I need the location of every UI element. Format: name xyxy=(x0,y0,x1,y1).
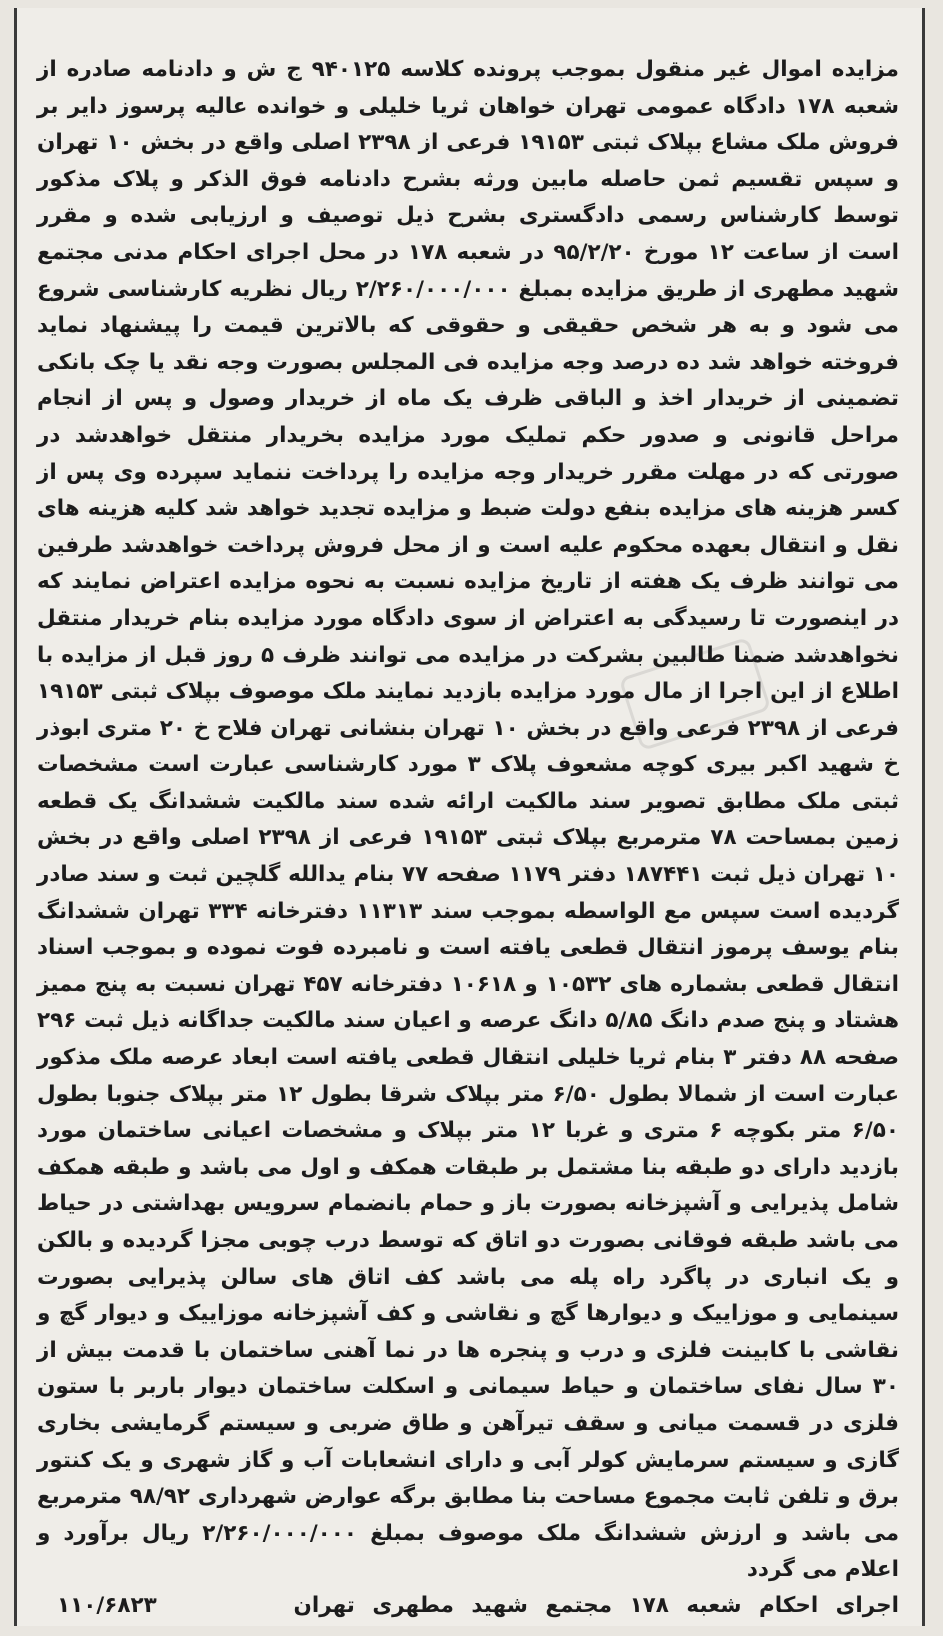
issuer-signature: اجرای احکام شعبه ۱۷۸ مجتمع شهید مطهری تهران xyxy=(293,1593,899,1618)
auction-notice-text: مزایده اموال غیر منقول بموجب پرونده کلاسه ۹۴۰۱۲۵ ج ش و دادنامه صادره از شعبه ۱۷۸ دادگاه عمومی تهران خواهان ثریا خلیلی و خوانده عالیه پرسوز دایر بر فروش ملک مشاع بپلاک ثبتی ۱۹۱۵۳ فرعی از ۲۳۹۸ اصلی واقع در بخش ۱۰ تهران و سپس تقسیم ثمن حاصله مابین ورثه بشرح دادنامه فوق الذکر و پلاک مذکور توسط کارشناس رسمی دادگستری بشرح ذیل توصیف و ارزیابی شده و مقرر است از ساعت ۱۲ مورخ ۹۵/۲/۲۰ در شعبه ۱۷۸ در محل اجرای احکام مدنی مجتمع شهید مطهری از طریق مزایده بمبلغ ۲/۲۶۰/۰۰۰/۰۰۰ ریال نظریه کارشناسی شروع می شود و به هر شخص حقیقی و حقوقی که بالاترین قیمت را پیشنهاد نماید فروخته خواهد شد ده درصد وجه مزایده فی المجلس بصورت وجه نقد یا چک بانکی تضمینی از خریدار اخذ و الباقی ظرف یک ماه از خریدار وصول و پس از انجام مراحل قانونی و صدور حکم تملیک مورد مزایده بخریدار منتقل خواهدشد در صورتی که در مهلت مقرر خریدار وجه مزایده را پرداخت ننماید سپرده وی پس از کسر هزینه های مزایده بنفع دولت ضبط و مزایده تجدید خواهد شد کلیه هزینه های نقل و انتقال بعهده محکوم علیه است و از محل فروش پرداخت خواهدشد طرفین می توانند ظرف یک هفته از تاریخ مزایده نسبت به نحوه مزایده اعتراض نمایند که در اینصورت تا رسیدگی به اعتراض از سوی دادگاه مورد مزایده بنام خریدار منتقل نخواهدشد ضمنا طالبین بشرکت در مزایده می توانند ظرف ۵ روز قبل از مزایده با اطلاع از این اجرا از مال مورد مزایده بازدید نمایند ملک موصوف بپلاک ثبتی ۱۹۱۵۳ فرعی از ۲۳۹۸ فرعی واقع در بخش ۱۰ تهران بنشانی تهران فلاح خ ۲۰ متری ابوذر خ شهید اکبر بیری کوچه مشعوف پلاک ۳ مورد کارشناسی عبارت است مشخصات ثبتی ملک مطابق تصویر سند مالکیت ارائه شده سند مالکیت ششدانگ یک قطعه زمین بمساحت ۷۸ مترمربع بپلاک ثبتی ۱۹۱۵۳ فرعی از ۲۳۹۸ اصلی واقع در بخش ۱۰ تهران ذیل ثبت ۱۸۷۴۴۱ دفتر ۱۱۷۹ صفحه ۷۷ بنام یدالله گلچین ثبت و سند صادر گردیده است سپس مع الواسطه بموجب سند ۱۱۳۱۳ دفترخانه ۳۳۴ تهران ششدانگ بنام یوسف پرموز انتقال قطعی یافته است و نامبرده فوت نموده و بموجب اسناد انتقال قطعی بشماره های ۱۰۵۳۲ و ۱۰۶۱۸ دفترخانه ۴۵۷ تهران نسبت به پنج ممیز هشتاد و پنج صدم دانگ ۵/۸۵ دانگ عرصه و اعیان سند مالکیت جداگانه ذیل ثبت ۲۹۶ صفحه ۸۸ دفتر ۳ بنام ثریا خلیلی انتقال قطعی یافته است ابعاد عرصه ملک مذکور عبارت است از شمالا بطول ۶/۵۰ متر بپلاک شرقا بطول ۱۲ متر بپلاک جنوبا بطول ۶/۵۰ متر بکوچه ۶ متری و غربا ۱۲ متر بپلاک و مشخصات اعیانی ساختمان مورد بازدید دارای دو طبقه بنا مشتمل بر طبقات همکف و اول می باشد و طبقه همکف شامل پذیرایی و آشپزخانه بصورت باز و حمام بانضمام سرویس بهداشتی در حیاط می باشد طبقه فوقانی بصورت دو اتاق که توسط درب چوبی مجزا گردیده و بالکن و یک انباری در پاگرد راه پله می باشد کف اتاق های سالن پذیرایی بصورت سینمایی و موزاییک و دیوارها گچ و نقاشی و کف آشپزخانه موزاییک و دیوار گچ و نقاشی با کابینت فلزی و درب و پنجره ها در نما آهنی ساختمان با قدمت بیش از ۳۰ سال نفای ساختمان و حیاط سیمانی و اسکلت ساختمان دیوار باربر با ستون فلزی در قسمت میانی و سقف تیرآهن و طاق ضربی و سیستم گرمایشی بخاری گازی و سیستم سرمایش کولر آبی و دارای انشعابات آب و گاز شهری و یک کنتور برق و تلفن ثابت مجموع مساحت بنا مطابق برگه عوارض شهرداری ۹۸/۹۲ مترمربع می باشد و ارزش ششدانگ ملک موصوف بمبلغ ۲/۲۶۰/۰۰۰/۰۰۰ ریال برآورد و اعلام می گردد xyxy=(37,57,900,1583)
newspaper-clipping xyxy=(14,8,925,1626)
notice-code: ۱۱۰/۶۸۲۳ xyxy=(57,1593,157,1618)
notice-footer xyxy=(57,1593,899,1618)
